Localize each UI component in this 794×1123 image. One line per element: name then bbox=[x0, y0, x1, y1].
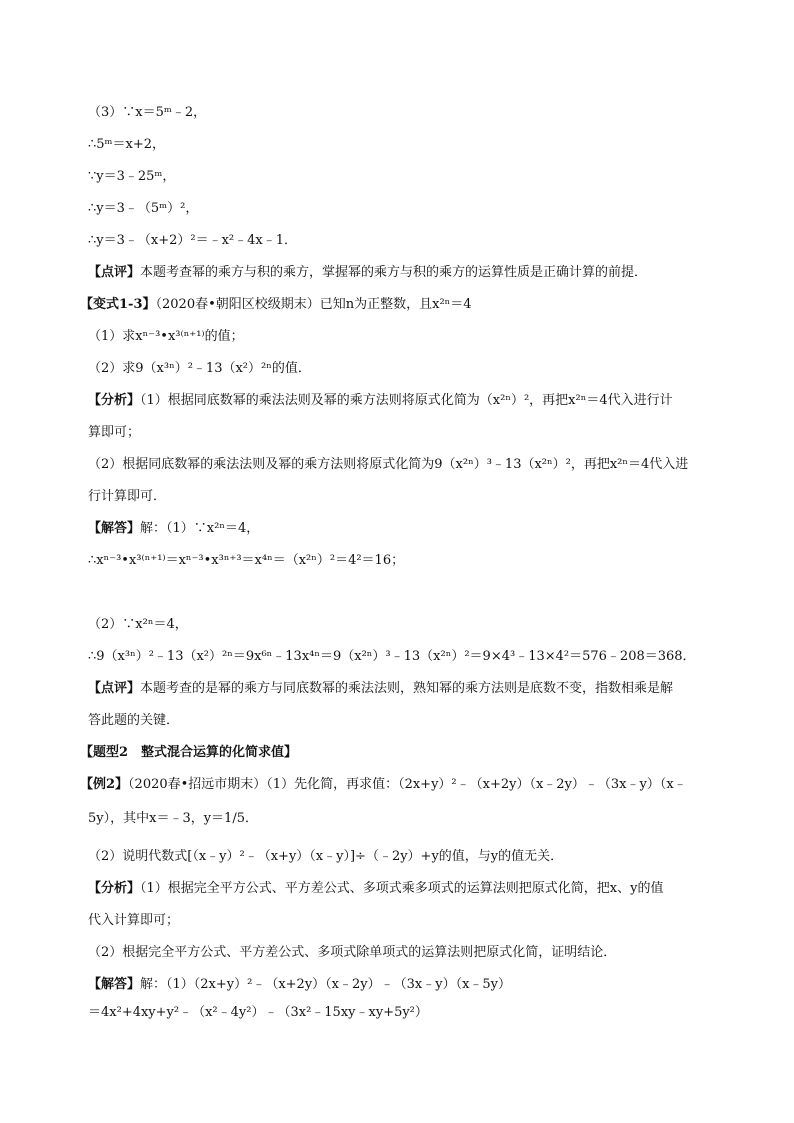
answer-line bbox=[88, 520, 259, 538]
question-line: 5y），其中x＝﹣3，y＝1/5． bbox=[88, 811, 258, 826]
analysis-text: （1）根据完全平方公式、平方差公式、多项式乘多项式的运算法则把原式化简，把x、y的值 bbox=[140, 881, 664, 896]
solution-line: ∴5ᵐ＝x+2， bbox=[88, 137, 166, 152]
example-text: （2020春•招远市期末）（1）先化简，再求值：（2x+y）²﹣（x+2y）（x﹣2y）﹣（3x﹣y）（x﹣ bbox=[128, 777, 687, 792]
answer-tag: 【解答】 bbox=[88, 521, 141, 536]
answer-line: ∴xⁿ⁻³•x³⁽ⁿ⁺¹⁾＝xⁿ⁻³•x³ⁿ⁺³＝x⁴ⁿ＝（x²ⁿ）²＝4²＝16； bbox=[88, 553, 405, 568]
comment-tag: 【点评】 bbox=[88, 265, 141, 280]
variant-header bbox=[80, 296, 472, 314]
answer-text: 解：（1）（2x+y）²﹣（x+2y）（x﹣2y）﹣（3x﹣y）（x﹣5y） bbox=[140, 977, 512, 992]
answer-tag: 【解答】 bbox=[88, 977, 141, 992]
variant-tag: 【变式1-3】 bbox=[80, 297, 156, 312]
analysis-line: （2）根据完全平方公式、平方差公式、多项式除单项式的运算法则把原式化简，证明结论． bbox=[88, 945, 617, 960]
analysis-text: （1）根据同底数幂的乘法法则及幂的乘方法则将原式化简为（x²ⁿ）²，再把x²ⁿ＝4代入进行计 bbox=[140, 393, 673, 408]
solution-line: ∴y＝3﹣（5ᵐ）²， bbox=[88, 201, 199, 216]
comment-tag: 【点评】 bbox=[88, 681, 141, 696]
variant-text: （2020春•朝阳区校级期末）已知n为正整数，且x²ⁿ＝4 bbox=[155, 297, 472, 312]
comment-text: 本题考查的是幂的乘方与同底数幂的乘法法则，熟知幂的乘方法则是底数不变，指数相乘是解 bbox=[140, 681, 674, 696]
analysis-tag: 【分析】 bbox=[88, 881, 141, 896]
analysis-line: （2）根据同底数幂的乘法法则及幂的乘方法则将原式化简为9（x²ⁿ）³﹣13（x²ⁿ）²，再把x²ⁿ＝4代入进 bbox=[88, 457, 689, 472]
comment-line bbox=[88, 680, 673, 698]
solution-line: ∵y＝3﹣25ᵐ， bbox=[88, 169, 176, 184]
analysis-tag: 【分析】 bbox=[88, 393, 141, 408]
analysis-line: 代入计算即可； bbox=[88, 913, 180, 928]
question-line: （2）说明代数式[（x﹣y）²﹣（x+y）（x﹣y）]÷（﹣2y）+y的值，与y的值无关． bbox=[88, 849, 564, 864]
answer-line: ＝4x²+4xy+y²﹣（x²﹣4y²）﹣（3x²﹣15xy﹣xy+5y²） bbox=[88, 1005, 428, 1020]
answer-line bbox=[88, 976, 511, 994]
example-tag: 【例2】 bbox=[80, 777, 129, 792]
comment-line: 答此题的关键． bbox=[88, 713, 180, 728]
comment-text: 本题考查幂的乘方与积的乘方，掌握幂的乘方与积的乘方的运算性质是正确计算的前提． bbox=[140, 265, 648, 280]
analysis-line bbox=[88, 880, 663, 898]
solution-line: ∴y＝3﹣（x+2）²＝﹣x²﹣4x﹣1． bbox=[88, 233, 298, 248]
answer-line: ∴9（x³ⁿ）²﹣13（x²）²ⁿ＝9x⁶ⁿ﹣13x⁴ⁿ＝9（x²ⁿ）³﹣13（x²ⁿ）²＝9×4³﹣13×4²＝576﹣208＝368． bbox=[88, 649, 696, 664]
section-heading: 【题型2 整式混合运算的化简求值】 bbox=[80, 745, 298, 760]
example-header bbox=[80, 776, 687, 794]
analysis-line bbox=[88, 392, 673, 410]
solution-line: （3）∵x＝5ᵐ﹣2， bbox=[88, 105, 207, 120]
question-line: （1）求xⁿ⁻³•x³⁽ⁿ⁺¹⁾的值； bbox=[88, 329, 244, 344]
question-line: （2）求9（x³ⁿ）²﹣13（x²）²ⁿ的值． bbox=[88, 361, 311, 376]
answer-line: （2）∵x²ⁿ＝4， bbox=[88, 617, 188, 632]
analysis-line: 行计算即可． bbox=[88, 489, 167, 504]
analysis-line: 算即可； bbox=[88, 425, 141, 440]
comment-line bbox=[88, 264, 647, 282]
answer-text: 解：（1）∵x²ⁿ＝4， bbox=[140, 521, 260, 536]
